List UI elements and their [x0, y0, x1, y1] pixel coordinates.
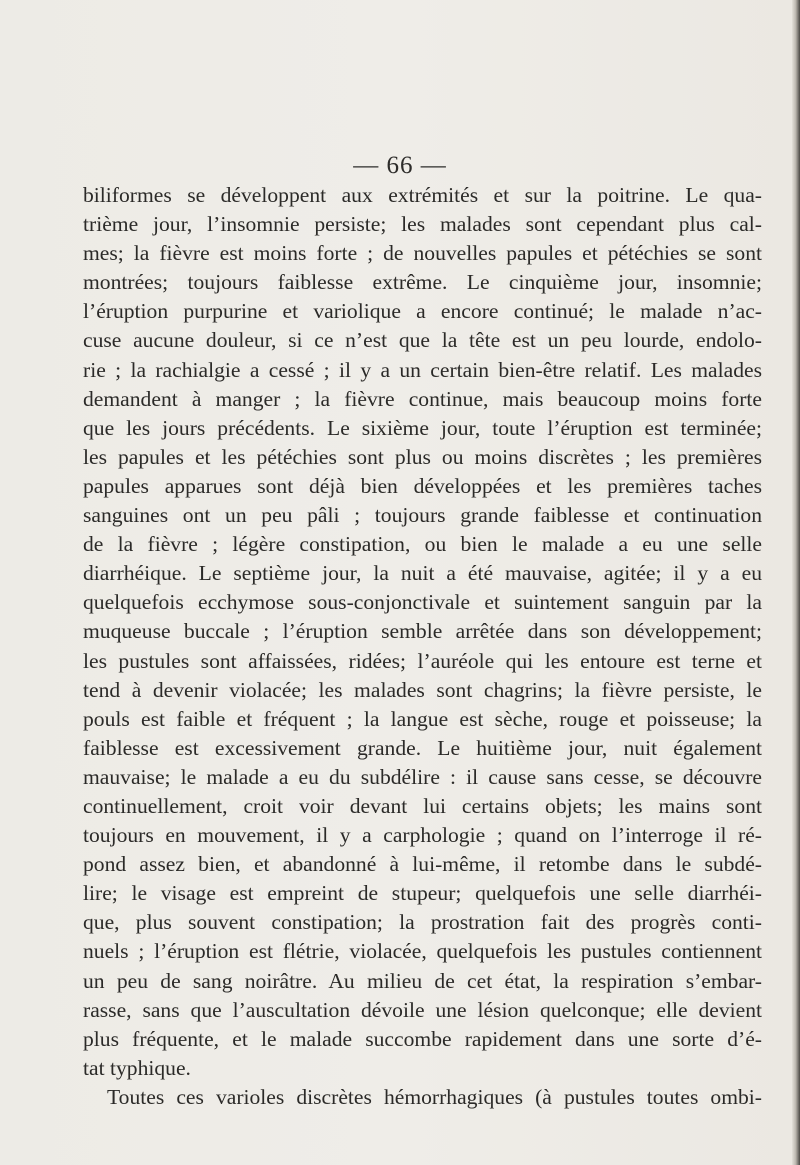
text-line: toujours en mouvement, il y a carphologie ; quand on l’interroge il ré- — [83, 823, 762, 848]
text-line: que les jours précédents. Le sixième jour, toute l’éruption est terminée; — [83, 415, 762, 440]
text-line: montrées; toujours faiblesse extrême. Le cinquième jour, insomnie; — [83, 270, 762, 295]
text-line: diarrhéique. Le septième jour, la nuit a été mauvaise, agitée; il y a eu — [83, 561, 762, 586]
text-line: l’éruption purpurine et variolique a encore continué; le malade n’ac- — [83, 299, 762, 324]
page-edge-shadow — [792, 0, 800, 1165]
text-line: tend à devenir violacée; les malades sont chagrins; la fièvre persiste, le — [83, 677, 762, 702]
text-line: Toutes ces varioles discrètes hémorrhagiques (à pustules toutes ombi- — [107, 1084, 762, 1109]
text-line: tat typhique. — [83, 1055, 191, 1080]
text-line: les pustules sont affaissées, ridées; l’auréole qui les entoure est terne et — [83, 648, 762, 673]
text-line: trième jour, l’insomnie persiste; les malades sont cependant plus cal- — [83, 212, 762, 237]
text-line: pond assez bien, et abandonné à lui-même, il retombe dans le subdé- — [83, 852, 762, 877]
text-line: sanguines ont un peu pâli ; toujours grande faiblesse et continuation — [83, 503, 762, 528]
text-line: demandent à manger ; la fièvre continue, mais beaucoup moins forte — [83, 386, 762, 411]
text-line: pouls est faible et fréquent ; la langue est sèche, rouge et poisseuse; la — [83, 706, 762, 731]
text-line: nuels ; l’éruption est flétrie, violacée, quelquefois les pustules contiennent — [83, 939, 762, 964]
text-line: continuellement, croit voir devant lui certains objets; les mains sont — [83, 793, 762, 818]
text-line: muqueuse buccale ; l’éruption semble arrêtée dans son développement; — [83, 619, 762, 644]
text-line: mauvaise; le malade a eu du subdélire : il cause sans cesse, se découvre — [83, 764, 762, 789]
text-line: quelquefois ecchymose sous-conjonctivale et suintement sanguin par la — [83, 590, 762, 615]
text-line: rasse, sans que l’auscultation dévoile une lésion quelconque; elle devient — [83, 997, 762, 1022]
text-line: faiblesse est excessivement grande. Le huitième jour, nuit également — [83, 735, 762, 760]
text-line: lire; le visage est empreint de stupeur; quelquefois une selle diarrhéi- — [83, 881, 762, 906]
body-text — [83, 181, 762, 1112]
text-line: de la fièvre ; légère constipation, ou bien le malade a eu une selle — [83, 532, 762, 557]
text-line: un peu de sang noirâtre. Au milieu de cet état, la respiration s’embar- — [83, 968, 762, 993]
text-line: rie ; la rachialgie a cessé ; il y a un certain bien-être relatif. Les malades — [83, 357, 762, 382]
text-line: les papules et les pétéchies sont plus ou moins discrètes ; les premières — [83, 444, 762, 469]
text-line: cuse aucune douleur, si ce n’est que la tête est un peu lourde, endolo- — [83, 328, 762, 353]
text-line: mes; la fièvre est moins forte ; de nouvelles papules et pétéchies se sont — [83, 241, 762, 266]
text-line: biliformes se développent aux extrémités et sur la poitrine. Le qua- — [83, 183, 762, 207]
text-line: que, plus souvent constipation; la prostration fait des progrès conti- — [83, 910, 762, 935]
text-line: plus fréquente, et le malade succombe rapidement dans une sorte d’é- — [83, 1026, 762, 1051]
page-number: — 66 — — [353, 152, 447, 179]
text-line: papules apparues sont déjà bien développées et les premières taches — [83, 473, 762, 498]
